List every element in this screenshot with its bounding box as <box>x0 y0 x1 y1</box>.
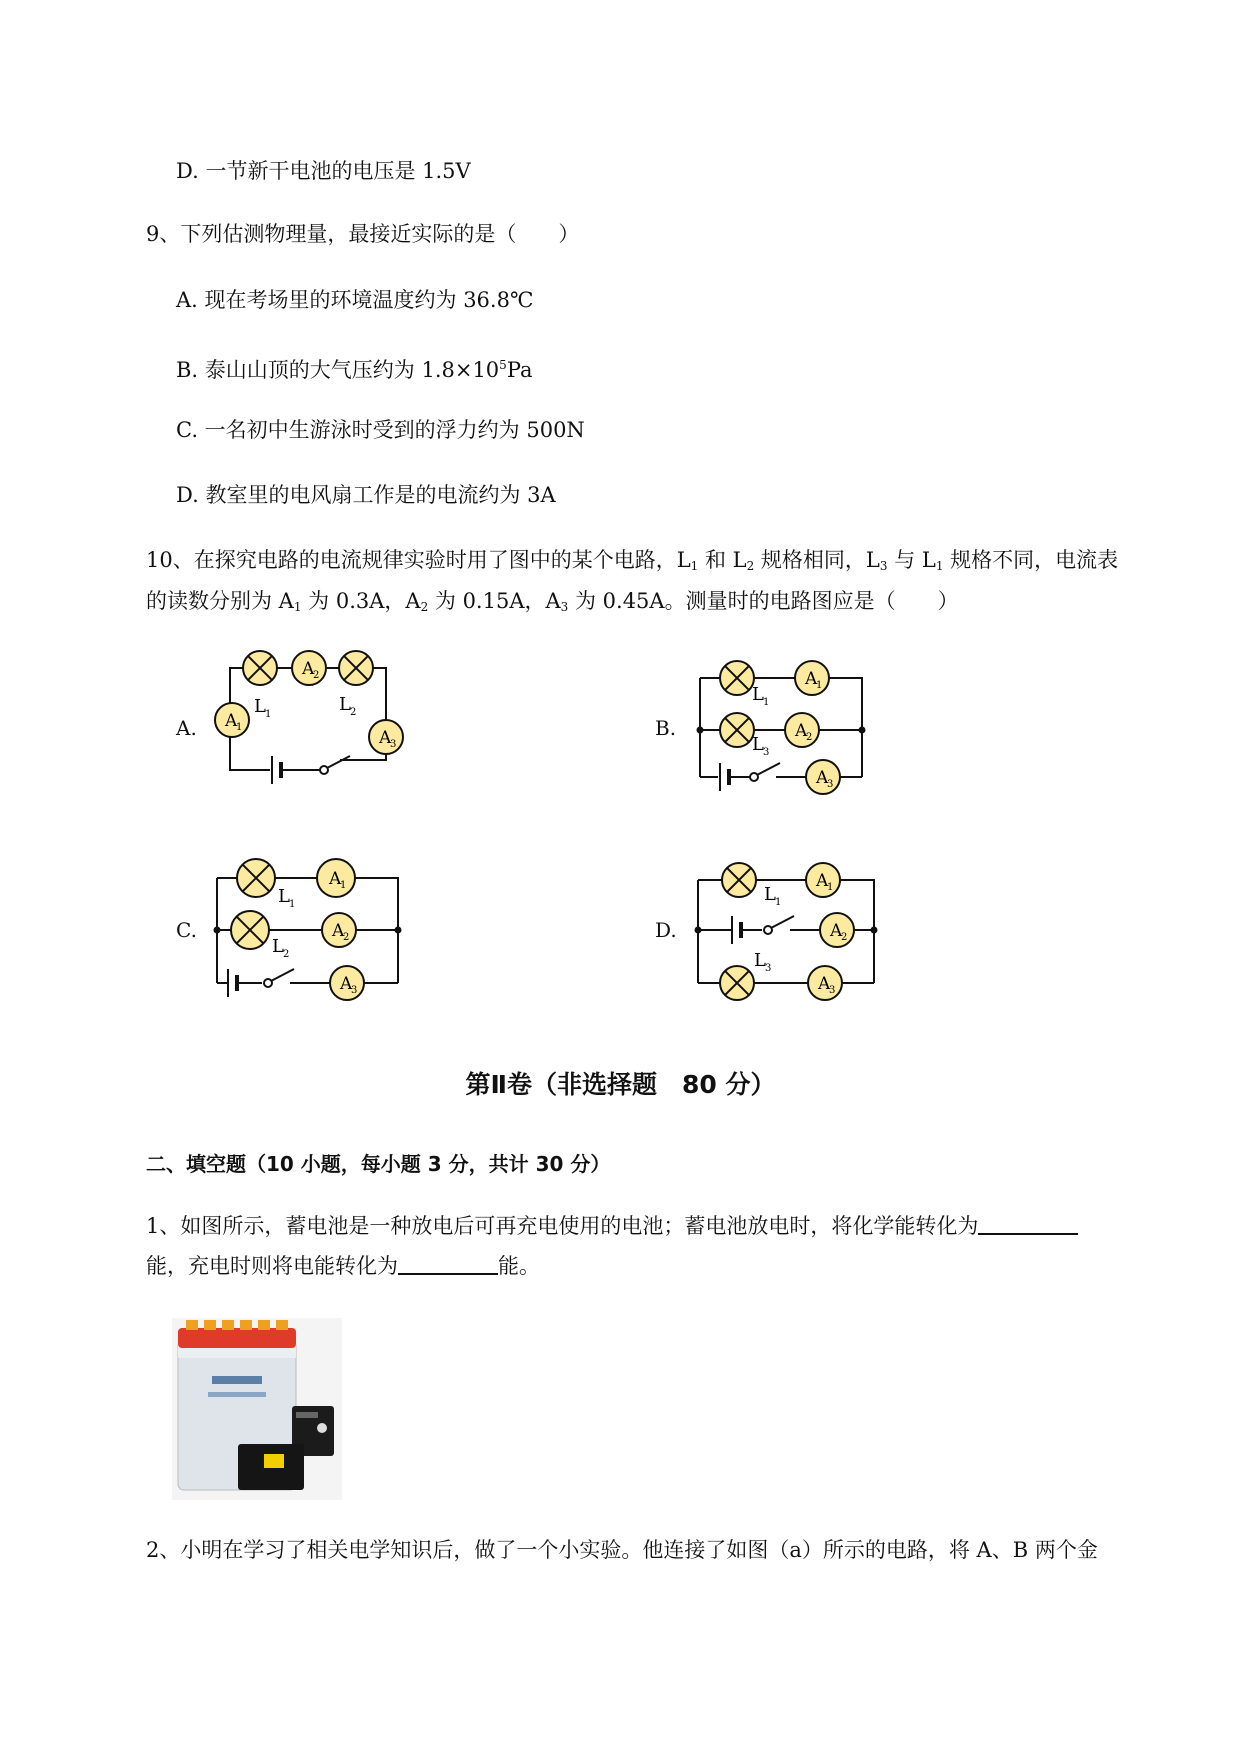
switch-icon <box>264 969 294 987</box>
svg-text:1: 1 <box>827 882 834 893</box>
svg-text:2: 2 <box>343 932 350 943</box>
svg-text:2: 2 <box>841 932 848 943</box>
svg-text:2: 2 <box>806 732 813 743</box>
ammeter-icon <box>785 713 819 747</box>
q9-option-d: D. 教室里的电风扇工作是的电流约为 3A <box>176 483 556 507</box>
svg-text:3: 3 <box>829 985 836 996</box>
svg-text:1: 1 <box>265 709 272 720</box>
subscript: 3 <box>879 559 888 573</box>
lamp-icon <box>722 863 756 897</box>
svg-text:A: A <box>795 721 808 741</box>
lamp-icon <box>720 661 754 695</box>
svg-text:1: 1 <box>340 880 347 891</box>
svg-text:L: L <box>754 950 766 971</box>
ammeter-icon <box>330 966 364 1000</box>
q8-option-d: D. 一节新干电池的电压是 1.5V <box>176 159 471 183</box>
lamp-icon <box>231 911 269 949</box>
battery-cell-icon <box>720 763 729 791</box>
f2-line1: 2、小明在学习了相关电学知识后，做了一个小实验。他连接了如图（a）所示的电路，将 A、B 两个金 <box>146 1538 1098 1562</box>
ammeter-icon <box>292 651 326 685</box>
svg-text:2: 2 <box>283 949 290 960</box>
f1-text: 能，充电时则将电能转化为 <box>146 1254 398 1278</box>
part2-heading: 第Ⅱ卷（非选择题 80 分） <box>465 1070 776 1099</box>
battery-cell-icon <box>228 969 237 997</box>
svg-text:A: A <box>379 728 392 748</box>
svg-text:A: A <box>340 974 353 994</box>
svg-text:1: 1 <box>763 697 770 708</box>
ammeter-icon <box>806 760 840 794</box>
svg-text:3: 3 <box>827 779 834 790</box>
ammeter-icon <box>806 863 840 897</box>
switch-icon <box>750 763 780 781</box>
q10-stem-text: 为 0.45A。测量时的电路图应是（ ） <box>568 589 959 613</box>
lamp-label <box>754 950 771 974</box>
lamp-label <box>339 694 356 718</box>
circuit-b-label: B. <box>655 716 677 740</box>
q9-option-b-unit: Pa <box>506 358 533 382</box>
junction-dot <box>697 727 704 734</box>
svg-text:A: A <box>329 869 342 889</box>
svg-text:A: A <box>816 768 829 788</box>
lamp-label <box>254 696 271 720</box>
svg-text:2: 2 <box>313 670 320 681</box>
q10-stem-text: 为 0.3A，A <box>301 589 421 613</box>
svg-text:L: L <box>764 884 776 905</box>
svg-text:A: A <box>805 669 818 689</box>
ammeter-icon <box>820 913 854 947</box>
f1-line1 <box>146 1212 1078 1240</box>
subscript: 2 <box>746 559 755 573</box>
lamp-icon <box>720 966 754 1000</box>
svg-text:A: A <box>830 921 843 941</box>
lamp-icon <box>339 651 373 685</box>
lamp-label <box>764 884 781 908</box>
junction-dot <box>859 727 866 734</box>
svg-text:3: 3 <box>765 963 772 974</box>
svg-text:1: 1 <box>775 897 782 908</box>
f1-text: 能。 <box>498 1254 540 1278</box>
svg-text:L: L <box>278 886 290 907</box>
svg-text:1: 1 <box>289 899 296 910</box>
subscript: 2 <box>420 600 429 614</box>
answer-blank[interactable] <box>978 1213 1078 1235</box>
junction-dot <box>214 927 221 934</box>
f1-line2 <box>146 1252 540 1280</box>
svg-text:L: L <box>752 734 764 755</box>
circuit-c-label: C. <box>176 918 197 942</box>
lamp-icon <box>243 651 277 685</box>
svg-text:1: 1 <box>236 722 243 733</box>
subscript: 1 <box>935 559 944 573</box>
subscript: 1 <box>690 559 699 573</box>
svg-text:L: L <box>254 696 266 717</box>
f1-text: 1、如图所示，蓄电池是一种放电后可再充电使用的电池；蓄电池放电时，将化学能转化为 <box>146 1214 979 1238</box>
ammeter-icon <box>215 703 249 737</box>
subscript: 1 <box>293 600 302 614</box>
svg-text:3: 3 <box>390 739 397 750</box>
svg-text:A: A <box>816 871 829 891</box>
q9-option-a: A. 现在考场里的环境温度约为 36.8℃ <box>176 288 534 312</box>
q9-option-b-exponent: 5 <box>499 358 507 372</box>
answer-blank[interactable] <box>398 1253 498 1275</box>
svg-text:A: A <box>225 711 238 731</box>
q10-stem-text: 为 0.15A，A <box>428 589 561 613</box>
lamp-icon <box>237 859 275 897</box>
svg-text:2: 2 <box>350 707 357 718</box>
junction-dot <box>871 927 878 934</box>
lamp-label <box>272 936 289 960</box>
lamp-label <box>752 684 769 708</box>
q10-stem-text: 的读数分别为 A <box>146 589 294 613</box>
svg-text:3: 3 <box>351 985 358 996</box>
q10-stem-text: 与 L <box>887 548 936 572</box>
ammeter-icon <box>808 966 842 1000</box>
subscript: 3 <box>560 600 569 614</box>
ammeter-icon <box>317 859 355 897</box>
lamp-label <box>752 734 769 758</box>
svg-text:A: A <box>818 974 831 994</box>
battery-photo <box>172 1318 342 1500</box>
ammeter-icon <box>795 661 829 695</box>
lamp-icon <box>720 713 754 747</box>
battery-cell-icon <box>272 756 281 784</box>
ammeter-icon <box>322 913 356 947</box>
svg-text:1: 1 <box>816 680 823 691</box>
switch-icon <box>764 916 794 934</box>
q9-stem: 9、下列估测物理量，最接近实际的是（ ） <box>146 222 580 246</box>
q9-option-c: C. 一名初中生游泳时受到的浮力约为 500N <box>176 418 585 442</box>
circuit-d-label: D. <box>655 918 677 942</box>
circuit-a-label: A. <box>176 716 197 740</box>
svg-text:L: L <box>339 694 351 715</box>
junction-dot <box>695 927 702 934</box>
svg-text:3: 3 <box>763 747 770 758</box>
svg-text:A: A <box>332 921 345 941</box>
ammeter-icon <box>369 720 403 754</box>
switch-icon <box>320 756 350 774</box>
battery-cell-icon <box>732 916 741 944</box>
section-fill-blank-heading: 二、填空题（10 小题，每小题 3 分，共计 30 分） <box>146 1152 611 1176</box>
svg-text:L: L <box>272 936 284 957</box>
q10-stem-text: 规格相同，L <box>754 548 880 572</box>
q9-option-b-pre: B. 泰山山顶的大气压约为 1.8×10 <box>176 358 500 382</box>
svg-text:L: L <box>752 684 764 705</box>
q10-stem-text: 和 L <box>698 548 747 572</box>
junction-dot <box>395 927 402 934</box>
q10-stem-text: 规格不同，电流表 <box>943 548 1119 572</box>
lamp-label <box>278 886 295 910</box>
svg-text:A: A <box>302 659 315 679</box>
q10-stem-text: 10、在探究电路的电流规律实验时用了图中的某个电路，L <box>146 548 691 572</box>
